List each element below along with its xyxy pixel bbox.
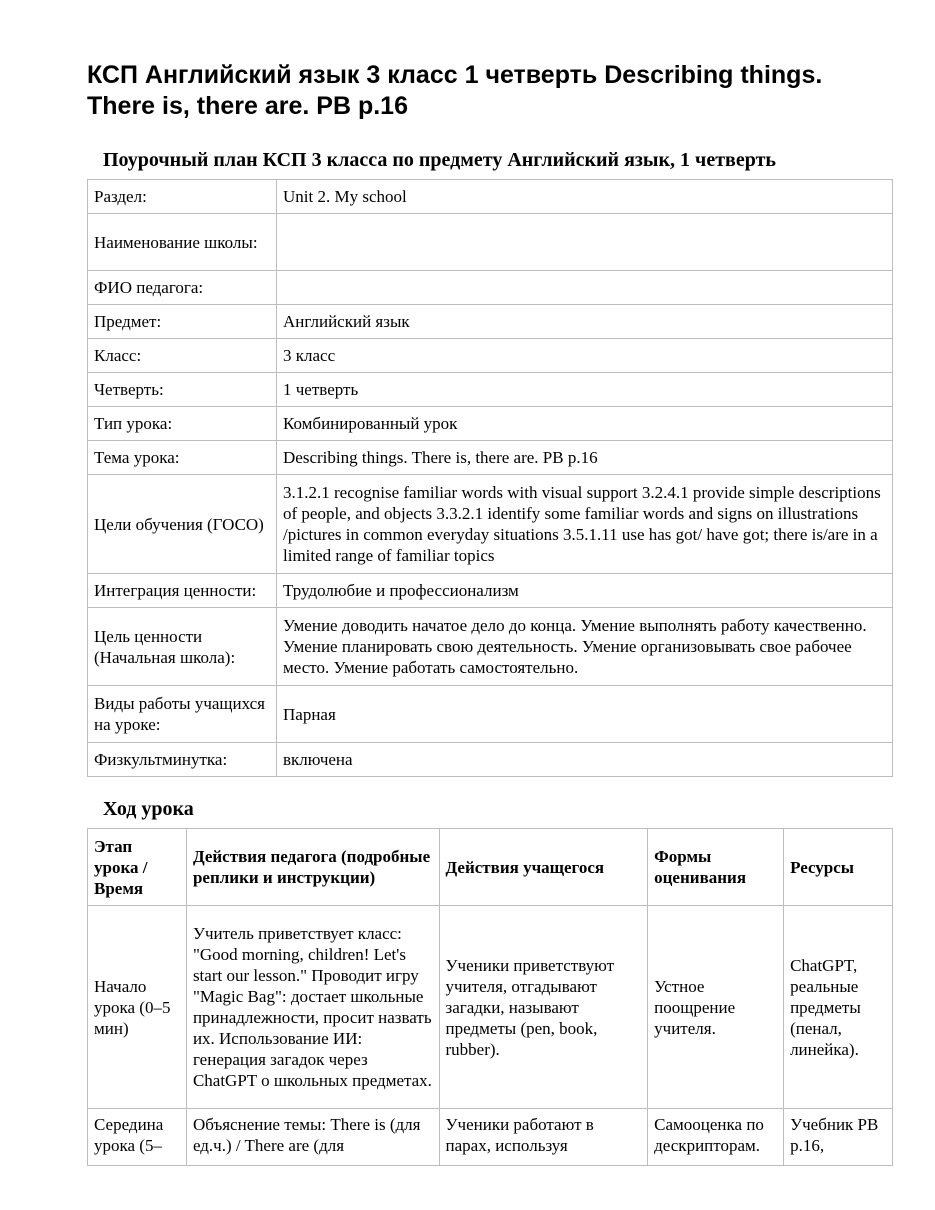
cell-resources: ChatGPT, реальные предметы (пенал, линейка). <box>784 906 893 1109</box>
column-header-stage: Этап урока / Время <box>88 829 187 906</box>
info-value: включена <box>277 743 893 777</box>
info-label: Тема урока: <box>88 441 277 475</box>
table-header-row <box>88 829 893 906</box>
lesson-info-table <box>87 179 893 777</box>
info-row-topic <box>88 441 893 475</box>
info-label: Физкультминутка: <box>88 743 277 777</box>
cell-teacher-actions: Объяснение темы: There is (для ед.ч.) / There are (для <box>186 1109 439 1166</box>
info-value: Английский язык <box>277 305 893 339</box>
info-row-teacher <box>88 271 893 305</box>
info-row-section <box>88 180 893 214</box>
cell-student-actions: Ученики работают в парах, используя <box>439 1109 648 1166</box>
info-value: 1 четверть <box>277 373 893 407</box>
column-header-teacher-actions: Действия педагога (подробные реплики и инструкции) <box>186 829 439 906</box>
info-label: Цели обучения (ГОСО) <box>88 475 277 574</box>
info-value: 3.1.2.1 recognise familiar words with visual support 3.2.4.1 provide simple descriptions of people, and objects 3.3.2.1 identify some familiar words and signs on illustrations /pictures in common everyday situations 3.5.1.11 use has got/ have got; there is/are in a limited range of familiar topics <box>277 475 893 574</box>
info-value: Комбинированный урок <box>277 407 893 441</box>
table-row <box>88 1109 893 1166</box>
info-row-school <box>88 214 893 271</box>
info-label: Класс: <box>88 339 277 373</box>
column-header-assessment: Формы оценивания <box>648 829 784 906</box>
cell-teacher-actions: Учитель приветствует класс: "Good morning, children! Let's start our lesson." Проводит игру "Magic Bag": достает школьные принадлежности, просит назвать их. Использование ИИ: генерация загадок через ChatGPT о школьных предметах. <box>186 906 439 1109</box>
info-value: Умение доводить начатое дело до конца. Умение выполнять работу качественно. Умение планировать свою деятельность. Умение организовывать свое рабочее место. Умение работать самостоятельно. <box>277 608 893 686</box>
info-row-work-types <box>88 686 893 743</box>
info-row-lesson-type <box>88 407 893 441</box>
info-value: Парная <box>277 686 893 743</box>
info-label: ФИО педагога: <box>88 271 277 305</box>
info-value: Трудолюбие и профессионализм <box>277 574 893 608</box>
info-value: Unit 2. My school <box>277 180 893 214</box>
lesson-progress-table <box>87 828 893 1166</box>
info-label: Цель ценности (Начальная школа): <box>88 608 277 686</box>
info-label: Интеграция ценности: <box>88 574 277 608</box>
info-label: Тип урока: <box>88 407 277 441</box>
cell-stage: Середина урока (5– <box>88 1109 187 1166</box>
plan-heading: Поурочный план КСП 3 класса по предмету Английский язык, 1 четверть <box>103 149 776 171</box>
page-title: КСП Английский язык 3 класс 1 четверть Describing things. There is, there are. PB p.16 <box>87 61 823 120</box>
info-label: Предмет: <box>88 305 277 339</box>
table-row <box>88 906 893 1109</box>
cell-resources: Учебник PB p.16, <box>784 1109 893 1166</box>
lesson-progress-heading: Ход урока <box>103 798 194 820</box>
info-label: Виды работы учащихся на уроке: <box>88 686 277 743</box>
cell-student-actions: Ученики приветствуют учителя, отгадывают загадки, называют предметы (pen, book, rubber). <box>439 906 648 1109</box>
info-label: Наименование школы: <box>88 214 277 271</box>
info-label: Раздел: <box>88 180 277 214</box>
column-header-resources: Ресурсы <box>784 829 893 906</box>
info-row-quarter <box>88 373 893 407</box>
info-row-value-integration <box>88 574 893 608</box>
info-value <box>277 271 893 305</box>
column-header-student-actions: Действия учащегося <box>439 829 648 906</box>
info-row-objectives <box>88 475 893 574</box>
info-value <box>277 214 893 271</box>
info-value: 3 класс <box>277 339 893 373</box>
cell-stage: Начало урока (0–5 мин) <box>88 906 187 1109</box>
info-label: Четверть: <box>88 373 277 407</box>
info-value: Describing things. There is, there are. PB p.16 <box>277 441 893 475</box>
info-row-grade <box>88 339 893 373</box>
cell-assessment: Устное поощрение учителя. <box>648 906 784 1109</box>
info-row-value-goal <box>88 608 893 686</box>
info-row-subject <box>88 305 893 339</box>
info-row-physical-break <box>88 743 893 777</box>
cell-assessment: Самооценка по дескрипторам. <box>648 1109 784 1166</box>
